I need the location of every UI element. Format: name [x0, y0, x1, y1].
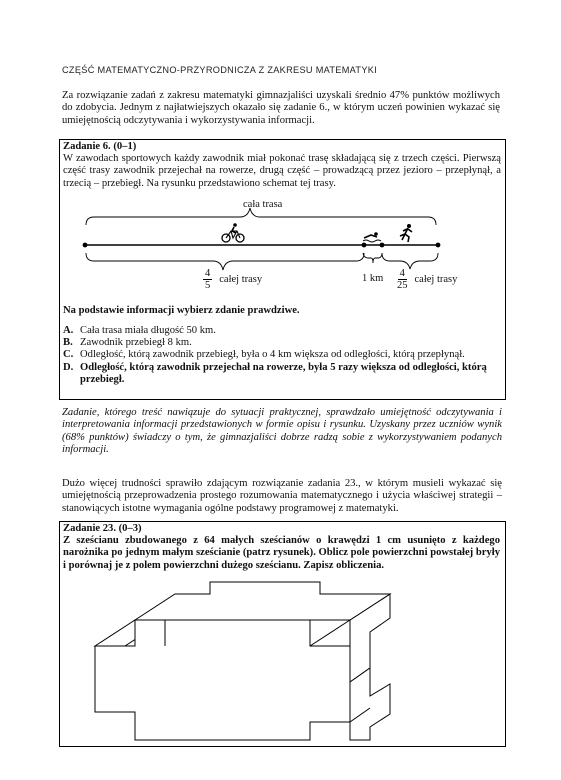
- whole-route-label: cała trasa: [243, 199, 283, 210]
- run-fraction-label: [397, 268, 457, 291]
- bike-end-point: [362, 243, 367, 248]
- bottom-brace-swim: [363, 253, 382, 263]
- bike-fraction: [203, 268, 212, 291]
- task-23-text: Z sześcianu zbudowanego z 64 małych sześcianów o krawędzi 1 cm usunięto z każdego narożnika po jednym małym sześcianie (patrz rysunek). Oblicz pole powierzchni powstałej bryły i porównaj je z polem powierzchni dużego sześcianu. Zapisz obliczenia.: [63, 535, 500, 571]
- run-fraction-denominator: 25: [397, 280, 408, 291]
- option-b-key: B.: [63, 337, 73, 349]
- option-d-key: D.: [63, 361, 74, 373]
- cube-top-face: [135, 582, 390, 620]
- finish-point: [436, 243, 441, 248]
- bike-fraction-denominator: 5: [205, 280, 211, 291]
- section-header: CZĘŚĆ MATEMATYCZNO-PRZYRODNICZA Z ZAKRESU MATEMATYKI: [62, 65, 378, 75]
- task-23-box: [59, 521, 506, 747]
- option-b[interactable]: [63, 337, 493, 349]
- run-fraction-text: całej trasy: [414, 274, 458, 285]
- intro-paragraph: Za rozwiązanie zadań z zakresu matematyki gimnazjaliści uzyskali średnio 47% punktów możliwych do zdobycia. Jednym z najłatwiejszych okazało się zadanie 6., w którym uczeń powinien wykazać się umiejętnością odczytywania i wykorzystywania informacji.: [62, 90, 500, 126]
- run-fraction: [397, 268, 408, 291]
- task-6-comment: Zadanie, którego treść nawiązuje do sytuacji praktycznej, sprawdzało umiejętność odczytywania i interpretowania informacji przedstawionych w formie opisu i rysunku. Uzyskany przez uczniów wynik (68% punktów) świadczy o tym, że gimnazjaliści dobrze radzą sobie z wykorzystywaniem podanych informacji.: [62, 407, 502, 456]
- option-c-text: Odległość, którą zawodnik przebiegł, była o 4 km większa od odległości, którą przepłynął.: [80, 349, 465, 361]
- option-a-text: Cała trasa miała długość 50 km.: [80, 325, 216, 336]
- option-b-text: Zawodnik przebiegł 8 km.: [80, 337, 192, 349]
- option-a[interactable]: [63, 325, 493, 337]
- start-point: [83, 243, 88, 248]
- cube-edge: [310, 620, 350, 646]
- option-d[interactable]: [63, 362, 493, 386]
- bicycle-icon: [222, 223, 244, 242]
- swim-end-point: [380, 243, 385, 248]
- bike-fraction-label: [203, 268, 262, 291]
- task-23-intro: Dużo więcej trudności sprawiło zdającym rozwiązanie zadania 23., w którym musieli wykazać się umiejętnością przeprowadzenia prostego rozumowania matematycznego i użycia właściwej strategii – stanowiących istotne wymagania ogólne podstawy programowej z matematyki.: [62, 478, 502, 514]
- top-brace: [86, 208, 436, 225]
- task-23-title: Zadanie 23. (0–3): [63, 523, 142, 534]
- cube-right-face-lower: [350, 668, 390, 740]
- option-a-key: A.: [63, 325, 74, 336]
- task-6-title: Zadanie 6. (0–1): [63, 141, 137, 152]
- task-6-instruction: Na podstawie informacji wybierz zdanie prawdziwe.: [63, 305, 300, 316]
- runner-icon: [400, 224, 412, 242]
- bike-fraction-numerator: 4: [205, 268, 211, 279]
- option-c[interactable]: [63, 349, 493, 361]
- task-6-box: [59, 139, 506, 400]
- swimmer-icon: [363, 232, 381, 242]
- run-fraction-numerator: 4: [399, 268, 405, 279]
- bike-fraction-text: całej trasy: [219, 274, 263, 285]
- swim-distance-label: 1 km: [362, 273, 384, 284]
- cube-figure: [60, 572, 505, 744]
- task-6-text: W zawodach sportowych każdy zawodnik miał pokonać trasę składającą się z trzech części. Pierwszą część trasy zawodnik przejechał na rowerze, drugą część – prowadzącą przez jezioro – przepłynął, a trzecią – przebiegł. Na rysunku przedstawiono schemat tej trasy.: [63, 153, 501, 189]
- answer-options: [63, 325, 493, 386]
- bottom-brace-run: [382, 253, 438, 269]
- option-d-text: Odległość, którą zawodnik przejechał na rowerze, była 5 razy większa od odległości, którą przebiegł.: [80, 361, 487, 385]
- option-c-key: C.: [63, 349, 74, 361]
